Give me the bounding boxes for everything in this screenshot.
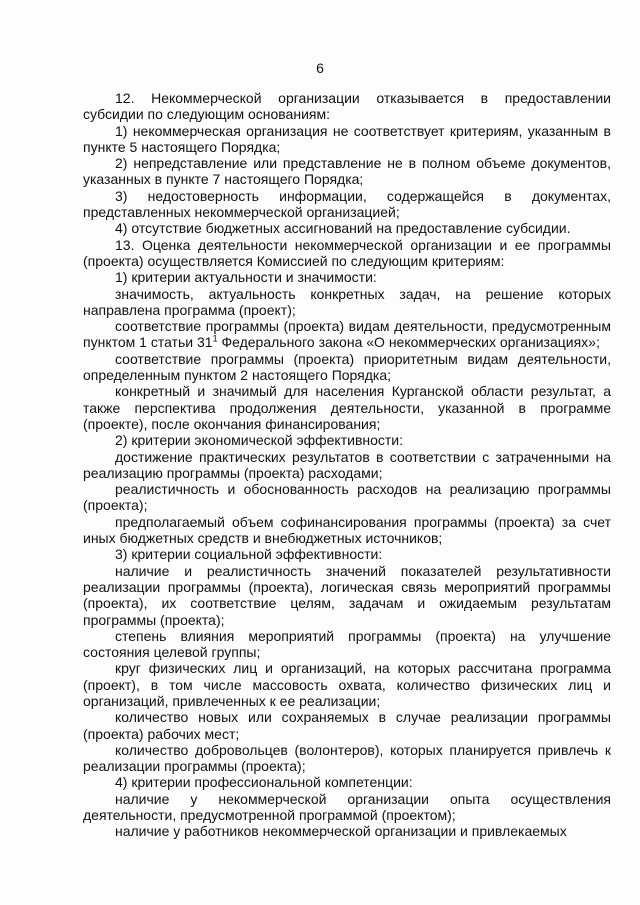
criterion-item: соответствие программы (проекта) приоритетным видам деятельности, определенным пунктом 2 настоящего Порядка; (83, 350, 611, 384)
criterion-item: наличие у некоммерческой организации опыта осуществления деятельности, предусмотренной программой (проектом); (83, 790, 611, 824)
criterion-item: наличие и реалистичность значений показателей результативности реализации программы (проекта), логическая связь мероприятий программы (проекта), их соответствие целям, задачам и ожидаемым результатам программы (проекта); (83, 562, 611, 628)
criteria-heading-1: 1) критерии актуальности и значимости: (115, 269, 377, 286)
criterion-item: круг физических лиц и организаций, на которых рассчитана программа (проект), в том числе массовость охвата, количество физических лиц и организаций, привлеченных к ее реализации; (83, 660, 611, 709)
criterion-item: предполагаемый объем софинансирования программы (проекта) за счет иных бюджетных средств и внебюджетных источников; (83, 513, 611, 547)
criteria-heading-4: 4) критерии профессиональной компетенции: (115, 774, 413, 791)
page-number: 6 (316, 60, 324, 76)
criteria-heading-3: 3) критерии социальной эффективности: (115, 546, 383, 563)
paragraph-12-2: 2) непредставление или представление не в полном объеме документов, указанных в пункте 7 настоящего Порядка; (83, 155, 611, 188)
criterion-item-law-reference (83, 318, 611, 351)
paragraph-12-1: 1) некоммерческая организация не соответствует критериям, указанным в пункте 5 настоящего Порядка; (83, 122, 611, 155)
paragraph-12-3: 3) недостоверность информации, содержащейся в документах, представленных некоммерческой организацией; (83, 187, 611, 221)
criterion-item: количество добровольцев (волонтеров), которых планируется привлечь к реализации программы (проекта); (83, 741, 611, 775)
criteria-heading-2: 2) критерии экономической эффективности: (115, 432, 404, 449)
paragraph-12: 12. Некоммерческой организации отказывается в предоставлении субсидии по следующим основаниям: (83, 90, 611, 123)
criterion-item: достижение практических результатов в соответствии с затраченными на реализацию программы (проекта) расходами; (83, 448, 611, 481)
criterion-item: степень влияния мероприятий программы (проекта) на улучшение состояния целевой группы; (83, 627, 611, 661)
law-reference-text-after: Федерального закона «О некоммерческих организациях»; (217, 334, 600, 351)
paragraph-12-4: 4) отсутствие бюджетных ассигнований на предоставление субсидии. (115, 220, 571, 237)
document-body (83, 90, 611, 840)
criterion-item: количество новых или сохраняемых в случае реализации программы (проекта) рабочих мест; (83, 709, 611, 742)
criterion-item: наличие у работников некоммерческой организации и привлекаемых (115, 823, 567, 840)
criterion-item: значимость, актуальность конкретных задач, на решение которых направлена программа (проект); (83, 285, 611, 318)
law-reference-text: соответствие программы (проекта) видам деятельности, предусмотренным пунктом 1 статьи 31 (83, 318, 611, 351)
paragraph-13: 13. Оценка деятельности некоммерческой организации и ее программы (проекта) осуществляется Комиссией по следующим критериям: (83, 236, 611, 269)
superscript-1: 1 (212, 333, 218, 344)
criterion-item: реалистичность и обоснованность расходов на реализацию программы (проекта); (83, 481, 611, 514)
criterion-item: конкретный и значимый для населения Курганской области результат, а также перспектива продолжения деятельности, указанной в программе (проекте), после окончания финансирования; (83, 383, 611, 432)
